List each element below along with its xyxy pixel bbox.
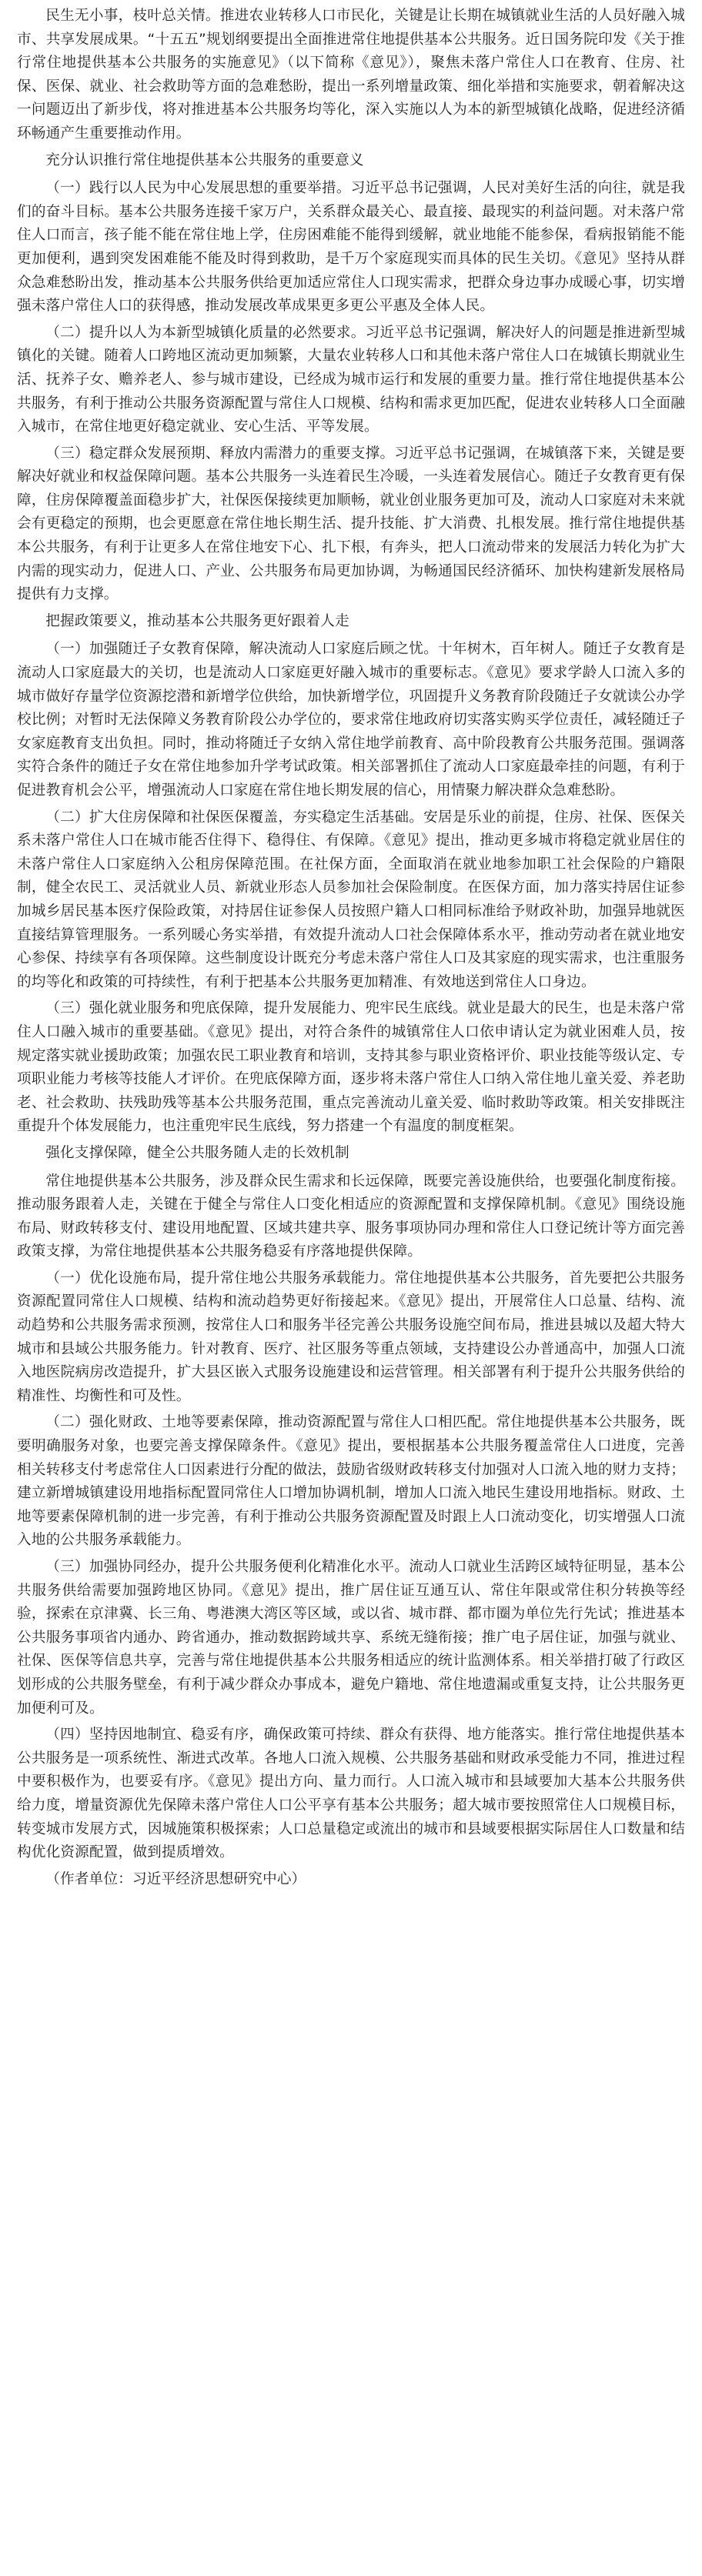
body-paragraph: （三）加强协同经办，提升公共服务便利化精准化水平。流动人口就业生活跨区域特征明显，基本公共服务供给需要加强跨地区协同。《意见》提出，推广居住证互通互认、常住年限或常住积分转换等经验，探索在京津冀、长三角、粤港澳大湾区等区域，或以省、城市群、都市圈为单位先行先试；推进基本公共服务事项省内通办、跨省通办，推动数据跨域共享、系统无缝衔接；推广电子居住证，加强与就业、社保、医保等信息共享，完善与常住地提供基本公共服务相适应的统计监测体系。相关举措打破了行政区划形成的公共服务壁垒，有利于减少群众办事成本，避免户籍地、常住地遗漏或重复支持，让公共服务更加便利可及。 bbox=[17, 1559, 685, 1717]
body-paragraph: （二）强化财政、土地等要素保障，推动资源配置与常住人口相匹配。常住地提供基本公共服务，既要明确服务对象，也要完善支撑保障条件。《意见》提出，要根据基本公共服务覆盖常住人口进度，完善相关转移支付考虑常住人口因素进行分配的做法，鼓励省级财政转移支付加强对人口流入地的财力支持；建立新增城镇建设用地指标配置同常住人口增加协调机制，增加人口流入地民生建设用地指标。财政、土地等要素保障机制的进一步完善，有利于推动公共服务资源配置及时跟上人口流动变化，切实增强人口流入地的公共服务承载能力。 bbox=[17, 1414, 685, 1549]
section-heading-support: 强化支撑保障，健全公共服务随人走的长效机制 bbox=[45, 1144, 349, 1161]
body-paragraph: （二）提升以人为本新型城镇化质量的必然要求。习近平总书记强调，解决好人的问题是推进新型城镇化的关键。随着人口跨地区流动更加频繁，大量农业转移人口和其他未落户常住人口在城镇长期就业生活、抚养子女、赡养老人、参与城市建设，已经成为城市运行和发展的重要力量。推行常住地提供基本公共服务，有利于推动公共服务资源配置与常住人口规模、结构和需求更加匹配，促进农业转移人口全面融入城市，在常住地更好稳定就业、安心生活、平等发展。 bbox=[17, 324, 685, 435]
section-heading-policy: 把握政策要义，推动基本公共服务更好跟着人走 bbox=[45, 612, 349, 629]
body-paragraph: （三）强化就业服务和兜底保障，提升发展能力、兜牢民生底线。就业是最大的民生，也是未落户常住人口融入城市的重要基础。《意见》提出，对符合条件的城镇常住人口依申请认定为就业困难人员，按规定落实就业援助政策；加强农民工职业教育和培训，支持其参与职业资格评价、职业技能等级认定、专项职业能力考核等技能人才评价。在兜底保障方面，逐步将未落户常住人口纳入常住地儿童关爱、养老助老、社会救助、扶残助残等基本公共服务范围，重点完善流动儿童关爱、临时救助等政策。相关安排既注重提升个体发展能力，也注重兜牢民生底线，努力搭建一个有温度的制度框架。 bbox=[17, 1000, 685, 1135]
intro-paragraph: 民生无小事，枝叶总关情。推进农业转移人口市民化，关键是让长期在城镇就业生活的人员好融入城市、共享发展成果。“十五五”规划纲要提出全面推进常住地提供基本公共服务。近日国务院印发《关于推行常住地提供基本公共服务的实施意见》（以下简称《意见》），聚焦未落户常住人口在教育、住房、社保、医保、就业、社会救助等方面的急难愁盼，提出一系列增量政策、细化举措和实施要求，朝着解决这一问题迈出了新步伐，将对推进基本公共服务均等化，深入实施以人为本的新型城镇化战略，促进经济循环畅通产生重要推动作用。 bbox=[17, 8, 685, 142]
author-affiliation: （作者单位：习近平经济思想研究中心） bbox=[45, 1870, 306, 1887]
body-paragraph: （一）践行以人民为中心发展思想的重要举措。习近平总书记强调，人民对美好生活的向往，就是我们的奋斗目标。基本公共服务连接千家万户，关系群众最关心、最直接、最现实的利益问题。对未落户常住人口而言，孩子能不能在常住地上学，住房困难能不能得到缓解，就业地能不能参保，看病报销能不能更加便利，遇到突发困难能不能及时得到救助，是千万个家庭现实而具体的民生关切。《意见》坚持从群众急难愁盼出发，推动基本公共服务供给更加适应常住人口现实需求，把群众身边事办成暖心事，切实增强未落户常住人口的获得感，推动发展改革成果更多更公平惠及全体人民。 bbox=[17, 180, 685, 315]
section-heading-significance: 充分认识推行常住地提供基本公共服务的重要意义 bbox=[45, 152, 364, 169]
body-paragraph: （一）优化设施布局，提升常住地公共服务承载能力。常住地提供基本公共服务，首先要把公共服务资源配置同常住人口规模、结构和流动趋势更好衔接起来。《意见》提出，开展常住人口总量、结构、流动趋势和公共服务需求预测，按常住人口和服务半径完善公共服务设施空间布局，推进县城以及超大特大城市和县域公共服务能力。针对教育、医疗、社区服务等重点领域，支持建设公办普通高中，加强人口流入地医院病房改造提升，扩大县区嵌入式服务设施建设和运营管理。相关部署有利于提升公共服务供给的精准性、均衡性和可及性。 bbox=[17, 1270, 685, 1404]
body-paragraph: （二）扩大住房保障和社保医保覆盖，夯实稳定生活基础。安居是乐业的前提，住房、社保、医保关系未落户常住人口在城市能否住得下、稳得住、有保障。《意见》提出，推动更多城市将稳定就业居住的未落户常住人口家庭纳入公租房保障范围。在社保方面，全面取消在就业地参加职工社会保险的户籍限制，健全农民工、灵活就业人员、新就业形态人员参加社会保险制度。在医保方面，加力落实持居住证参加城乡居民基本医疗保险政策，对持居住证参保人员按照户籍人口相同标准给予财政补助，加强异地就医直接结算管理服务。一系列暖心务实举措，有效提升流动人口社会保障体系水平，推动劳动者在就业地安心参保、持续享有各项保障。这些制度设计既充分考虑未落户常住人口及其家庭的现实需求，也注重服务的均等化和政策的可持续性，有利于把基本公共服务更加精准、有效地送到常住人口身边。 bbox=[17, 809, 685, 990]
body-paragraph: （三）稳定群众发展预期、释放内需潜力的重要支撑。习近平总书记强调，在城镇落下来，关键是要解决好就业和权益保障问题。基本公共服务一头连着民生冷暖，一头连着发展信心。随迁子女教育更有保障，住房保障覆盖面稳步扩大，社保医保接续更加顺畅，就业创业服务更加可及，流动人口家庭对未来就会有更稳定的预期，也会更愿意在常住地长期生活、提升技能、扩大消费、扎根发展。推行常住地提供基本公共服务，有利于让更多人在常住地安下心、扎下根，有奔头，把人口流动带来的发展活力转化为扩大内需的现实动力，促进人口、产业、公共服务布局更加协调，为畅通国民经济循环、加快构建新发展格局提供有力支撑。 bbox=[17, 445, 685, 603]
body-paragraph: 常住地提供基本公共服务，涉及群众民生需求和长远保障，既要完善设施供给，也要强化制度衔接。推动服务跟着人走，关键在于健全与常住人口变化相适应的资源配置和支撑保障机制。《意见》围绕设施布局、财政转移支付、建设用地配置、区域共建共享、服务事项协同办理和常住人口登记统计等方面完善政策支撑，为常住地提供基本公共服务稳妥有序落地提供保障。 bbox=[17, 1173, 685, 1260]
body-paragraph: （一）加强随迁子女教育保障，解决流动人口家庭后顾之忧。十年树木，百年树人。随迁子女教育是流动人口家庭最大的关切，也是流动人口家庭更好融入城市的重要标志。《意见》要求学龄人口流入多的城市做好存量学位资源挖潜和新增学位供给，加快新增学位，巩固提升义务教育阶段随迁子女就读公办学校比例；对暂时无法保障义务教育阶段公办学位的，要求常住地政府切实落实购买学位责任，减轻随迁子女家庭教育支出负担。同时，推动将随迁子女纳入常住地学前教育、高中阶段教育公共服务范围。强调落实符合条件的随迁子女在常住地参加升学考试政策。相关部署抓住了流动人口家庭最牵挂的问题，有利于促进教育机会公平，增强流动人口家庭在常住地长期发展的信心，用情聚力解决群众急难愁盼。 bbox=[17, 641, 685, 799]
body-paragraph: （四）坚持因地制宜、稳妥有序，确保政策可持续、群众有获得、地方能落实。推行常住地提供基本公共服务是一项系统性、渐进式改革。各地人口流入规模、公共服务基础和财政承受能力不同，推进过程中要积极作为，也要妥有序。《意见》提出方向、量力而行。人口流入城市和县域要加大基本公共服务供给力度，增量资源优先保障未落户常住人口公平享有基本公共服务；超大城市要按照常住人口规模目标，转变城市发展方式，因城施策积极探索；人口总量稳定或流出的城市和县域要根据实际居住人口数量和结构优化资源配置，做到提质增效。 bbox=[17, 1727, 685, 1861]
